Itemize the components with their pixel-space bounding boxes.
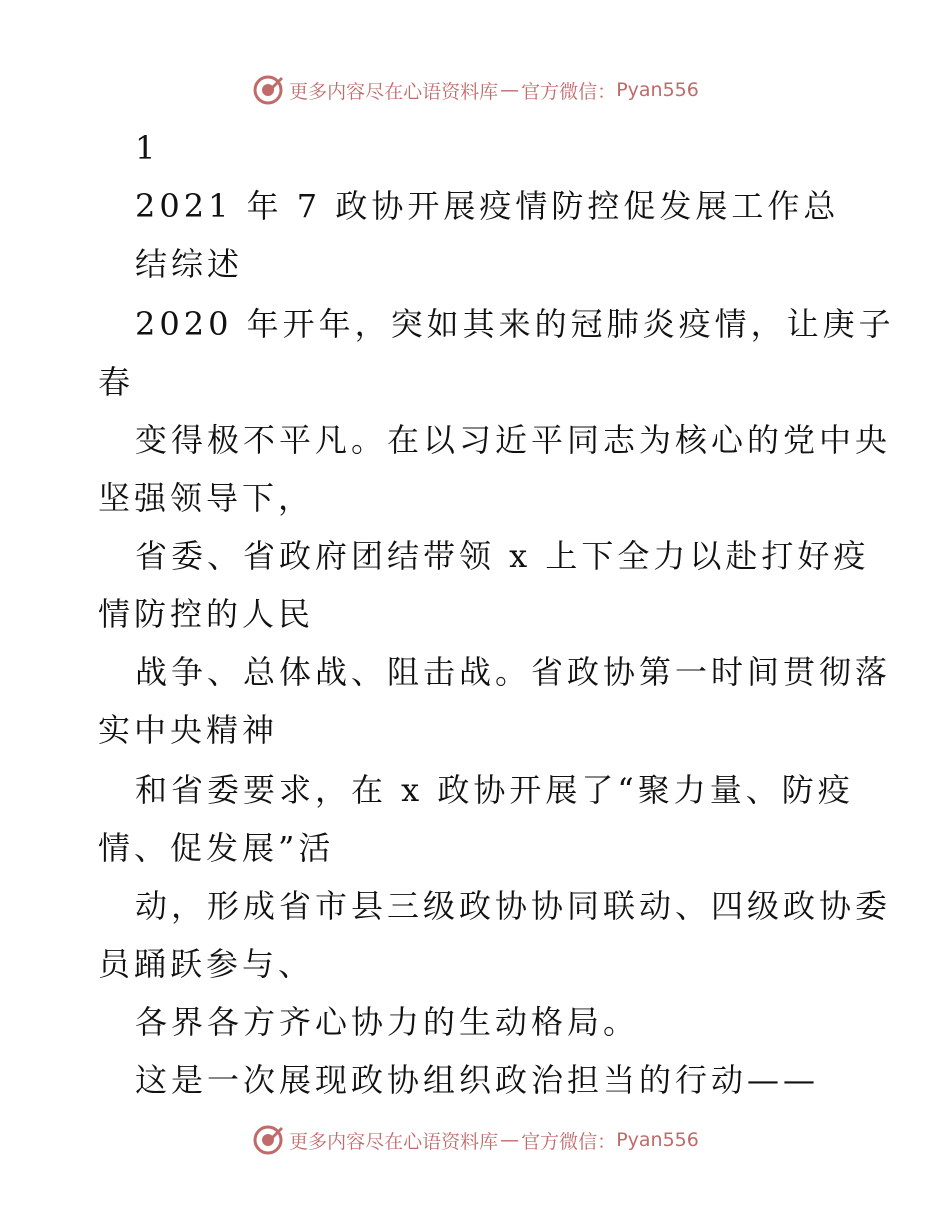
watermark-account: Pyan556 [616,79,699,101]
paragraph-line: 实中央精神 [98,711,279,749]
pen-logo-icon [251,1123,285,1157]
paragraph-line: 员踊跃参与、 [98,945,315,983]
paragraph-line: 和省委要求，在 x 政协开展了“聚力量、防疫 [135,771,854,809]
watermark-text: 更多内容尽在心语资料库 [289,80,499,103]
page-number: 1 [135,129,160,167]
watermark-separator: — [500,1129,520,1151]
paragraph-line: 2020 年开年，突如其来的冠肺炎疫情，让庚子 [135,305,895,343]
title-line-2: 结综述 [135,245,244,283]
pen-logo-icon [251,73,285,107]
header-watermark [0,70,950,110]
paragraph-line: 战争、总体战、阻击战。省政协第一时间贯彻落 [135,653,892,691]
paragraph-line: 变得极不平凡。在以习近平同志为核心的党中央 [135,421,892,459]
paragraph-line: 省委、省政府团结带领 x 上下全力以赴打好疫 [135,537,870,575]
title-line-1: 2021 年 7 政协开展疫情防控促发展工作总 [135,187,840,225]
paragraph-line: 各界各方齐心协力的生动格局。 [135,1003,640,1041]
watermark-label: 官方微信： [521,1130,617,1153]
watermark-separator: — [500,79,520,101]
watermark-label: 官方微信： [521,80,617,103]
paragraph-line: 坚强领导下， [98,479,315,517]
paragraph-line: 情、促发展”活 [98,829,335,867]
paragraph-line: 情防控的人民 [98,595,315,633]
watermark-account: Pyan556 [616,1129,699,1151]
paragraph-line: 动，形成省市县三级政协协同联动、四级政协委 [135,887,892,925]
paragraph-line: 这是一次展现政协组织政治担当的行动—— [135,1061,820,1099]
footer-watermark [0,1120,950,1160]
watermark-text: 更多内容尽在心语资料库 [289,1130,499,1153]
paragraph-line: 春 [98,363,135,401]
